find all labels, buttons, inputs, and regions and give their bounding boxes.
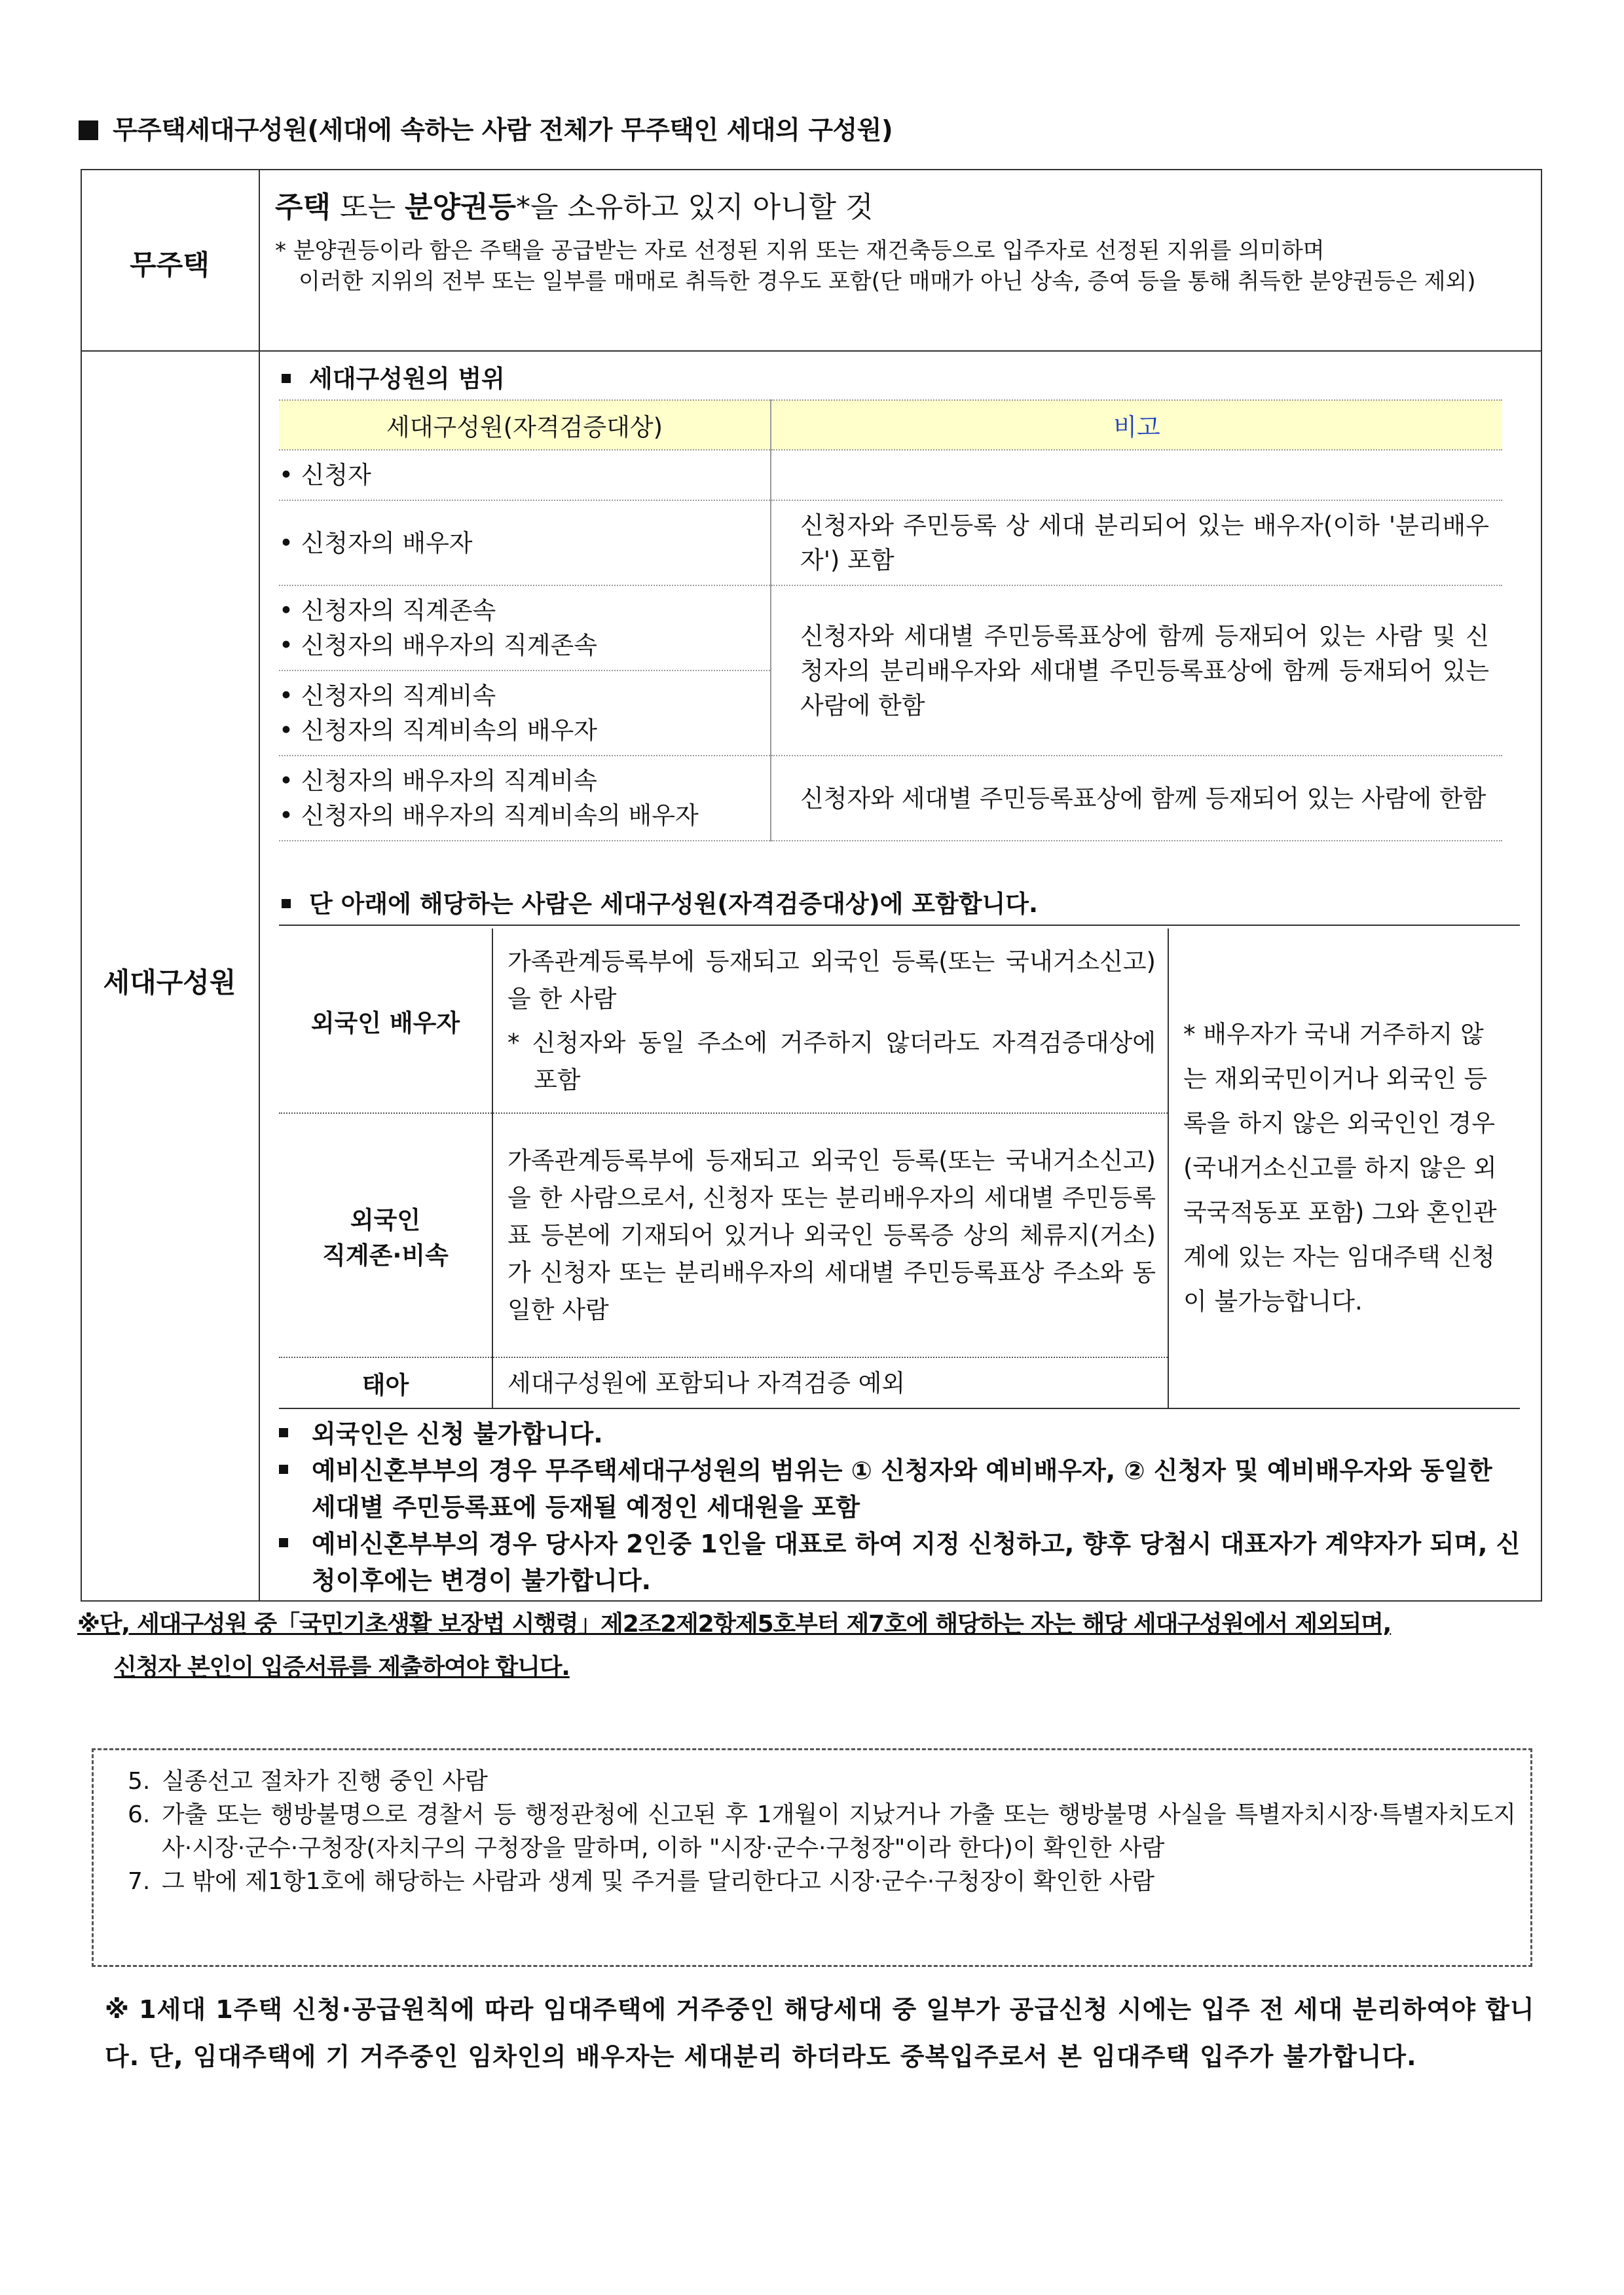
include-table-bottom-rule — [279, 1408, 1520, 1409]
list-number: 7. — [128, 1868, 151, 1895]
scope-item: • 신청자의 직계존속 — [279, 597, 496, 625]
include-desc-cell — [492, 928, 1168, 1113]
scope-item: • 신청자의 배우자의 직계비속 — [279, 767, 597, 795]
table-row — [279, 450, 1502, 500]
square-bullet-icon — [279, 1428, 288, 1437]
scope-table-header — [279, 400, 1502, 450]
main-table-divider-vertical — [259, 169, 260, 1602]
list-item — [128, 1765, 1516, 1798]
square-bullet-icon — [282, 899, 291, 908]
note-text: 외국인은 신청 불가합니다. — [312, 1420, 603, 1448]
title-presale-right: 분양권등 — [405, 191, 517, 224]
title-house: 주택 — [275, 191, 331, 224]
square-bullet-icon — [279, 1465, 288, 1474]
list-text: 가출 또는 행방불명으로 경찰서 등 행정관청에 신고된 후 1개월이 지났거나 가출 또는 행방불명 사실을 특별자치시장·특별자치도지사·시장·군수·구청장(자치구의 구청장을 말하며, 이하 "시장·군수·구청장"이라 한다)이 확인한 사람 — [162, 1801, 1516, 1862]
row1-title — [275, 183, 874, 225]
row1-note-line1: * 분양권등이라 함은 주택을 공급받는 자로 선정된 지위 또는 재건축등으로 입주자로 선정된 지위를 의미하며 — [275, 238, 1325, 264]
scope-item: • 신청자 — [279, 461, 371, 489]
row1-note — [275, 236, 1536, 297]
scope-cell — [279, 585, 771, 670]
scope-item: • 신청자의 직계비속 — [279, 682, 496, 710]
table-row — [279, 500, 1502, 585]
note-text: 예비신혼부부의 경우 당사자 2인중 1인을 대표로 하여 지정 신청하고, 향후 당첨시 대표자가 계약자가 되며, 신청이후에는 변경이 불가합니다. — [312, 1530, 1521, 1595]
include-heading — [282, 884, 1038, 919]
footnote — [77, 1603, 1544, 1689]
include-key-line2: 직계존·비속 — [322, 1241, 449, 1270]
list-number: 6. — [128, 1801, 151, 1828]
scope-item: • 신청자의 배우자 — [279, 529, 473, 557]
scope-table — [279, 399, 1502, 841]
square-bullet-icon — [282, 374, 291, 383]
final-note: ※ 1세대 1주택 신청·공급원칙에 따라 임대주택에 거주중인 해당세대 중 일부가 공급신청 시에는 입주 전 세대 분리하여야 합니다. 단, 임대주택에 기 거주중인 임차인의 배우자는 세대분리 하더라도 중복입주로서 본 임대주택 입주가 불가합니다. — [105, 1995, 1535, 2071]
row-label-no-house: 무주택 — [130, 249, 210, 281]
list-item — [128, 1865, 1516, 1898]
table-row — [279, 928, 1520, 1113]
section-title — [79, 110, 893, 147]
scope-remark-cell: 신청자와 세대별 주민등록표상에 함께 등재되어 있는 사람에 한함 — [771, 756, 1502, 841]
include-desc: 가족관계등록부에 등재되고 외국인 등록(또는 국내거소신고)을 한 사람 — [507, 947, 1156, 1013]
include-key-fetus: 태아 — [279, 1357, 492, 1408]
list-text: 그 밖에 제1항1호에 해당하는 사람과 생계 및 주거를 달리한다고 시장·군수·구청장이 확인한 사람 — [162, 1868, 1155, 1895]
square-bullet-icon — [279, 1538, 288, 1547]
include-table-top-rule — [279, 925, 1520, 926]
scope-heading-text: 세대구성원의 범위 — [309, 365, 505, 393]
include-desc: 세대구성원에 포함되나 자격검증 예외 — [492, 1357, 1168, 1408]
scope-item: • 신청자의 직계비속의 배우자 — [279, 716, 597, 744]
row-label-household-member: 세대구성원 — [103, 966, 236, 999]
square-bullet-icon — [79, 120, 98, 140]
scope-cell — [279, 500, 771, 585]
include-desc: 가족관계등록부에 등재되고 외국인 등록(또는 국내거소신고)을 한 사람으로서, 신청자 또는 분리배우자의 세대별 주민등록표 등본에 기재되어 있거나 외국인 등록증 상의 체류지(거소)가 신청자 또는 분리배우자의 세대별 주민등록표상 주소와 동일한 사람 — [492, 1113, 1168, 1357]
list-text: 실종선고 절차가 진행 중인 사람 — [162, 1768, 488, 1795]
footnote-line1: ※단, 세대구성원 중「국민기초생활 보장법 시행령」제2조2제2항제5호부터 제7호에 해당하는 자는 해당 세대구성원에서 제외되며, — [77, 1611, 1392, 1638]
scope-cell — [279, 670, 771, 756]
include-heading-text: 단 아래에 해당하는 사람은 세대구성원(자격검증대상)에 포함합니다. — [309, 890, 1039, 918]
list-number: 5. — [128, 1768, 151, 1795]
scope-heading — [282, 359, 505, 394]
scope-item: • 신청자의 배우자의 직계비속의 배우자 — [279, 801, 699, 830]
list-item — [279, 1526, 1522, 1599]
main-table-divider-horizontal — [81, 350, 1542, 352]
include-table — [279, 928, 1520, 1408]
row1-note-line2: 이러한 지위의 전부 또는 일부를 매매로 취득한 경우도 포함(단 매매가 아닌 상속, 증여 등을 통해 취득한 분양권등은 제외) — [299, 268, 1476, 295]
title-or: 또는 — [331, 191, 405, 224]
scope-col-header-member: 세대구성원(자격검증대상) — [279, 400, 771, 450]
scope-cell — [279, 756, 771, 841]
scope-cell — [279, 450, 771, 500]
section-title-text: 무주택세대구성원(세대에 속하는 사람 전체가 무주택인 세대의 구성원) — [113, 116, 893, 145]
scope-remark-cell: 신청자와 주민등록 상 세대 분리되어 있는 배우자(이하 '분리배우자') 포함 — [771, 500, 1502, 585]
table-row — [279, 585, 1502, 670]
note-text: 예비신혼부부의 경우 무주택세대구성원의 범위는 ① 신청자와 예비배우자, ② 신청자 및 예비배우자와 동일한 세대별 주민등록표에 등재될 예정인 세대원을 포함 — [312, 1456, 1492, 1522]
scope-col-header-remark: 비고 — [771, 400, 1502, 450]
scope-item: • 신청자의 배우자의 직계존속 — [279, 631, 597, 659]
include-remark: * 배우자가 국내 거주하지 않는 재외국민이거나 외국인 등록을 하지 않은 외국인인 경우(국내거소신고를 하지 않은 외국국적동포 포함) 그와 혼인관계에 있는 자는 임대주택 신청이 불가능합니다. — [1183, 1020, 1497, 1315]
scope-remark-cell — [771, 450, 1502, 500]
title-rest: *을 소유하고 있지 아니할 것 — [516, 191, 874, 224]
include-key-foreign-lineal — [279, 1113, 492, 1357]
table-row — [279, 756, 1502, 841]
include-desc-note: * 신청자와 동일 주소에 거주하지 않더라도 자격검증대상에 포함 — [507, 1028, 1156, 1094]
include-key-line1: 외국인 — [350, 1205, 421, 1234]
notes-list — [279, 1416, 1522, 1599]
scope-remark-cell: 신청자와 세대별 주민등록표상에 함께 등재되어 있는 사람 및 신청자의 분리배우자와 세대별 주민등록표상에 함께 등재되어 있는 사람에 한함 — [771, 585, 1502, 756]
dashed-list — [128, 1765, 1516, 1898]
list-item — [279, 1416, 1522, 1452]
list-item — [128, 1798, 1516, 1865]
footnote-line2: 신청자 본인이 입증서류를 제출하여야 합니다. — [114, 1654, 570, 1681]
include-key-foreign-spouse: 외국인 배우자 — [279, 928, 492, 1113]
list-item — [279, 1452, 1522, 1526]
